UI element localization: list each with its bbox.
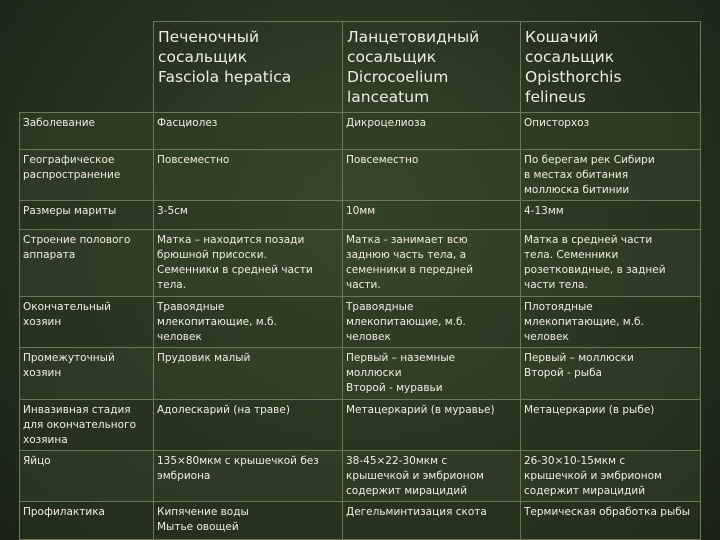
table-cell: По берегам рек Сибири в местах обитания моллюска битинии bbox=[521, 150, 701, 201]
row-label: Яйцо bbox=[20, 451, 154, 502]
table-row-disease bbox=[20, 113, 701, 150]
table-cell: Описторхоз bbox=[521, 113, 701, 150]
table-row-size bbox=[20, 201, 701, 230]
table-row-reproductive bbox=[20, 230, 701, 297]
row-label: Размеры мариты bbox=[20, 201, 154, 230]
table-cell: Первый – наземные моллюски Второй - муравьи bbox=[343, 348, 521, 400]
table-row-intermediate-host bbox=[20, 348, 701, 400]
table-cell: Метацеркарий (в муравье) bbox=[343, 400, 521, 451]
table-cell: Дикроцелиоза bbox=[343, 113, 521, 150]
table-cell: Травоядные млекопитающие, м.б. человек bbox=[343, 297, 521, 348]
table-cell: Дегельминтизация скота bbox=[343, 502, 521, 540]
table-row-geography bbox=[20, 150, 701, 201]
row-label: Окончательный хозяин bbox=[20, 297, 154, 348]
table-cell: 38-45×22-30мкм с крышечкой и эмбрионом содержит мирацидий bbox=[343, 451, 521, 502]
table-cell: Травоядные млекопитающие, м.б. человек bbox=[154, 297, 343, 348]
header-dicrocoelium: Ланцетовидный сосальщик Dicrocoelium lanceatum bbox=[343, 22, 521, 113]
row-label: Строение полового аппарата bbox=[20, 230, 154, 297]
table-cell: Матка - занимает всю заднюю часть тела, а семенники в передней части. bbox=[343, 230, 521, 297]
header-opisthorchis: Кошачий сосальщик Opisthorchis felineus bbox=[521, 22, 701, 113]
table-cell: Метацеркарии (в рыбе) bbox=[521, 400, 701, 451]
row-label: Заболевание bbox=[20, 113, 154, 150]
table-cell: Матка в средней части тела. Семенники розетковидные, в задней части тела. bbox=[521, 230, 701, 297]
comparison-table bbox=[19, 21, 701, 540]
table-cell: Фасциолез bbox=[154, 113, 343, 150]
table-cell: Повсеместно bbox=[343, 150, 521, 201]
table-cell: Плотоядные млекопитающие, м.б. человек bbox=[521, 297, 701, 348]
table-cell: 4-13мм bbox=[521, 201, 701, 230]
table-cell: Прудовик малый bbox=[154, 348, 343, 400]
table-cell: 10мм bbox=[343, 201, 521, 230]
row-label: Профилактика bbox=[20, 502, 154, 540]
table-header-row bbox=[20, 22, 701, 113]
header-cell-empty bbox=[20, 22, 154, 113]
table-row-definitive-host bbox=[20, 297, 701, 348]
table-cell: 135×80мкм с крышечкой без эмбриона bbox=[154, 451, 343, 502]
row-label: Географическое распространение bbox=[20, 150, 154, 201]
table-cell: Повсеместно bbox=[154, 150, 343, 201]
row-label: Промежуточный хозяин bbox=[20, 348, 154, 400]
table-cell: 26-30×10-15мкм с крышечкой и эмбрионом содержит мирацидий bbox=[521, 451, 701, 502]
table-cell: Кипячение воды Мытье овощей bbox=[154, 502, 343, 540]
table-cell: Адолескарий (на траве) bbox=[154, 400, 343, 451]
table-cell: Первый – моллюски Второй - рыба bbox=[521, 348, 701, 400]
header-fasciola: Печеночный сосальщик Fasciola hepatica bbox=[154, 22, 343, 113]
table-row-egg bbox=[20, 451, 701, 502]
table-cell: 3-5см bbox=[154, 201, 343, 230]
table-row-prevention bbox=[20, 502, 701, 540]
row-label: Инвазивная стадия для окончательного хозяина bbox=[20, 400, 154, 451]
table-row-invasive-stage bbox=[20, 400, 701, 451]
table-cell: Матка – находится позади брюшной присоски. Семенники в средней части тела. bbox=[154, 230, 343, 297]
table-cell: Термическая обработка рыбы bbox=[521, 502, 701, 540]
